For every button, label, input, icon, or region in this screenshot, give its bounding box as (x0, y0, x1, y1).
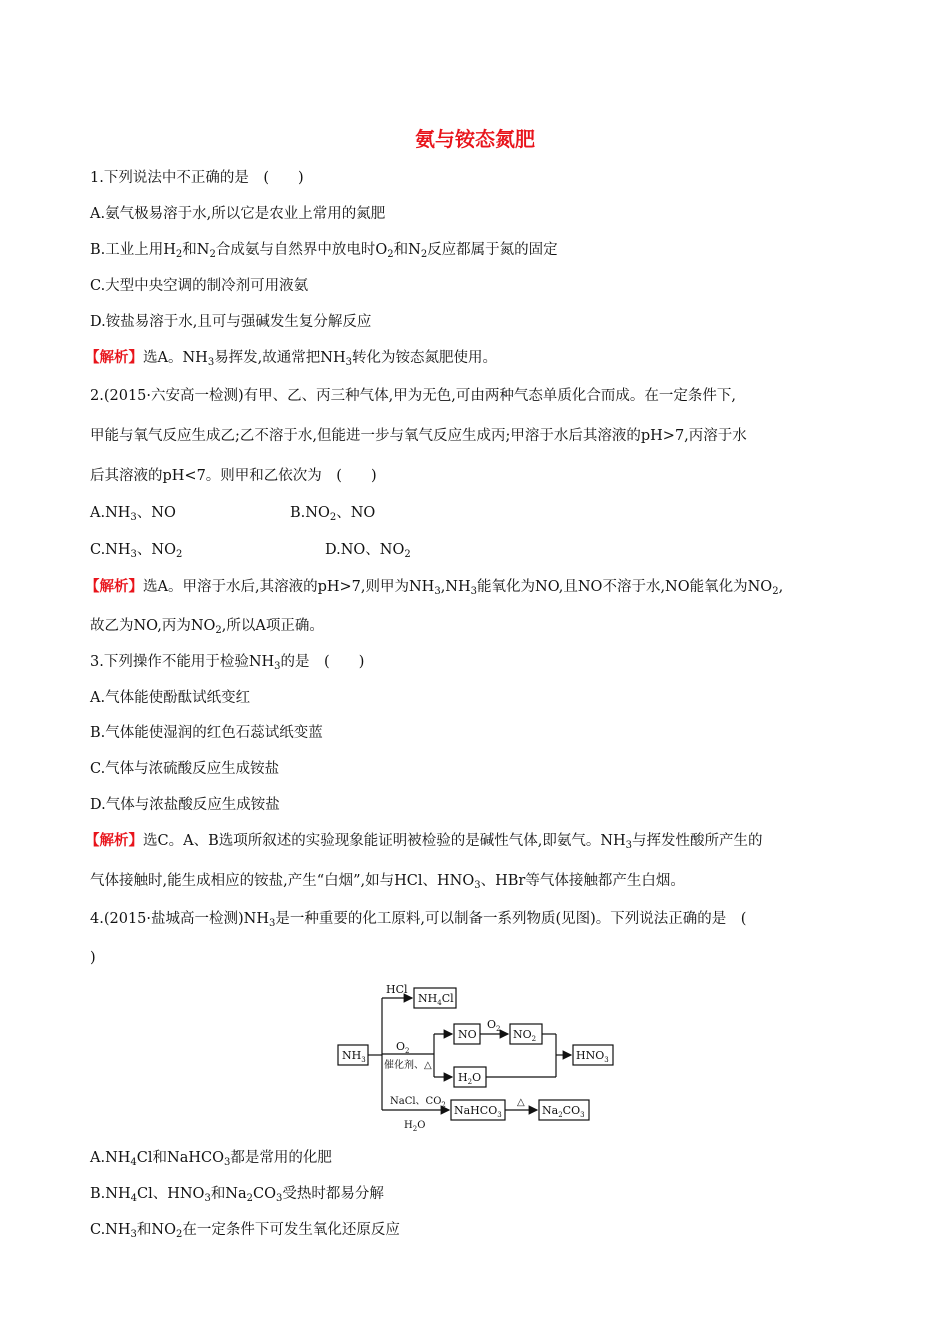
nh3-label: $NH_3$ (342, 1049, 366, 1064)
q1-option-b: B.工业上用$H_2$和$N_2$合成氨与自然界中放电时$O_2$和$N_2$反应都属于氮的固定 (90, 242, 558, 260)
q2-stem-line2: 甲能与氧气反应生成乙;乙不溶于水,但能进一步与氧气反应生成丙;甲溶于水后其溶液的pH>7,丙溶于水 (90, 428, 747, 444)
nahco3-label: NaHCO$_3$ (454, 1104, 502, 1119)
q1-analysis: 【解析】选A。$NH_3$易挥发,故通常把$NH_3$转化为铵态氮肥使用。 (85, 349, 498, 368)
hcl-label: HCl (386, 983, 408, 996)
h2o-label: $H_2O$ (458, 1071, 482, 1086)
page-title: 氨与铵态氮肥 (415, 127, 535, 151)
q1-option-a: A.氨气极易溶于水,所以它是农业上常用的氮肥 (90, 206, 386, 222)
na2co3-label: $Na_2CO_3$ (542, 1104, 585, 1119)
q4-option-a: $A.NH_4Cl$和NaHCO$_3$都是常用的化肥 (90, 1150, 332, 1168)
q3-option-b: B.气体能使湿润的红色石蕊试纸变蓝 (90, 725, 323, 741)
q2-option-a: $A.NH_3$、NO (90, 505, 176, 523)
catalyst-label: 催化剂、△ (384, 1060, 432, 1071)
q1-option-d: D.铵盐易溶于水,且可与强碱发生复分解反应 (90, 314, 372, 330)
q1-option-c: C.大型中央空调的制冷剂可用液氨 (90, 278, 309, 294)
h2o-condition-label: $H_2O$ (404, 1120, 426, 1133)
nacl-co2-label: NaCl、$CO_2$ (390, 1096, 446, 1109)
q2-option-d: D.NO、$NO_2$ (325, 542, 411, 560)
analysis-tag: 【解析】 (85, 349, 143, 366)
nh4cl-label: $NH_4Cl$ (418, 992, 454, 1007)
q3-option-d: D.气体与浓盐酸反应生成铵盐 (90, 797, 280, 813)
no-label: NO (458, 1028, 477, 1041)
q2-analysis-line2: 故乙为NO,丙为$NO_2$,所以A项正确。 (90, 618, 324, 636)
q4-stem-line2: ) (90, 950, 96, 966)
q3-analysis-line1: 【解析】选C。A、B选项所叙述的实验现象能证明被检验的是碱性气体,即氨气。$NH_3$与挥发性酸所产生的 (85, 832, 763, 851)
q2-option-c: $C.NH_3$、$NO_2$ (90, 542, 183, 560)
delta-label: △ (517, 1097, 525, 1108)
no2-label: $NO_2$ (513, 1028, 537, 1043)
reaction-diagram (334, 978, 624, 1133)
q2-option-b: $B.NO_2$、NO (290, 505, 376, 523)
q4-stem-line1: 4.(2015·盐城高一检测)$NH_3$是一种重要的化工原料,可以制备一系列物质(见图)。下列说法正确的是 ( (90, 911, 747, 929)
analysis-tag: 【解析】 (85, 832, 143, 849)
q2-analysis-line1: 【解析】选A。甲溶于水后,其溶液的pH>7,则甲为$NH_3,NH_3$能氧化为NO,且NO不溶于水,NO能氧化为$NO_2$, (85, 578, 784, 597)
q2-stem-line1: 2.(2015·六安高一检测)有甲、乙、丙三种气体,甲为无色,可由两种气态单质化合而成。在一定条件下, (90, 388, 736, 404)
q2-stem-line3: 后其溶液的pH<7。则甲和乙依次为 ( ) (90, 468, 377, 484)
o2-label-2: $O_2$ (487, 1018, 501, 1033)
q3-stem: 3.下列操作不能用于检验$NH_3$的是 ( ) (90, 654, 365, 672)
hno3-label: $HNO_3$ (576, 1049, 609, 1064)
q4-option-c: $C.NH_3$和$NO_2$在一定条件下可发生氧化还原反应 (90, 1222, 400, 1240)
analysis-tag: 【解析】 (85, 578, 143, 595)
q3-option-a: A.气体能使酚酞试纸变红 (90, 690, 251, 706)
q3-analysis-line2: 气体接触时,能生成相应的铵盐,产生“白烟”,如与HCl、$HNO_3$、HBr等气体接触都产生白烟。 (90, 873, 685, 891)
q4-option-b: $B.NH_4Cl$、$HNO_3$和$Na_2CO_3$受热时都易分解 (90, 1186, 384, 1204)
q3-option-c: C.气体与浓硫酸反应生成铵盐 (90, 761, 280, 777)
q1-stem: 1.下列说法中不正确的是 ( ) (90, 170, 304, 186)
o2-label: $O_2$ (396, 1040, 410, 1055)
